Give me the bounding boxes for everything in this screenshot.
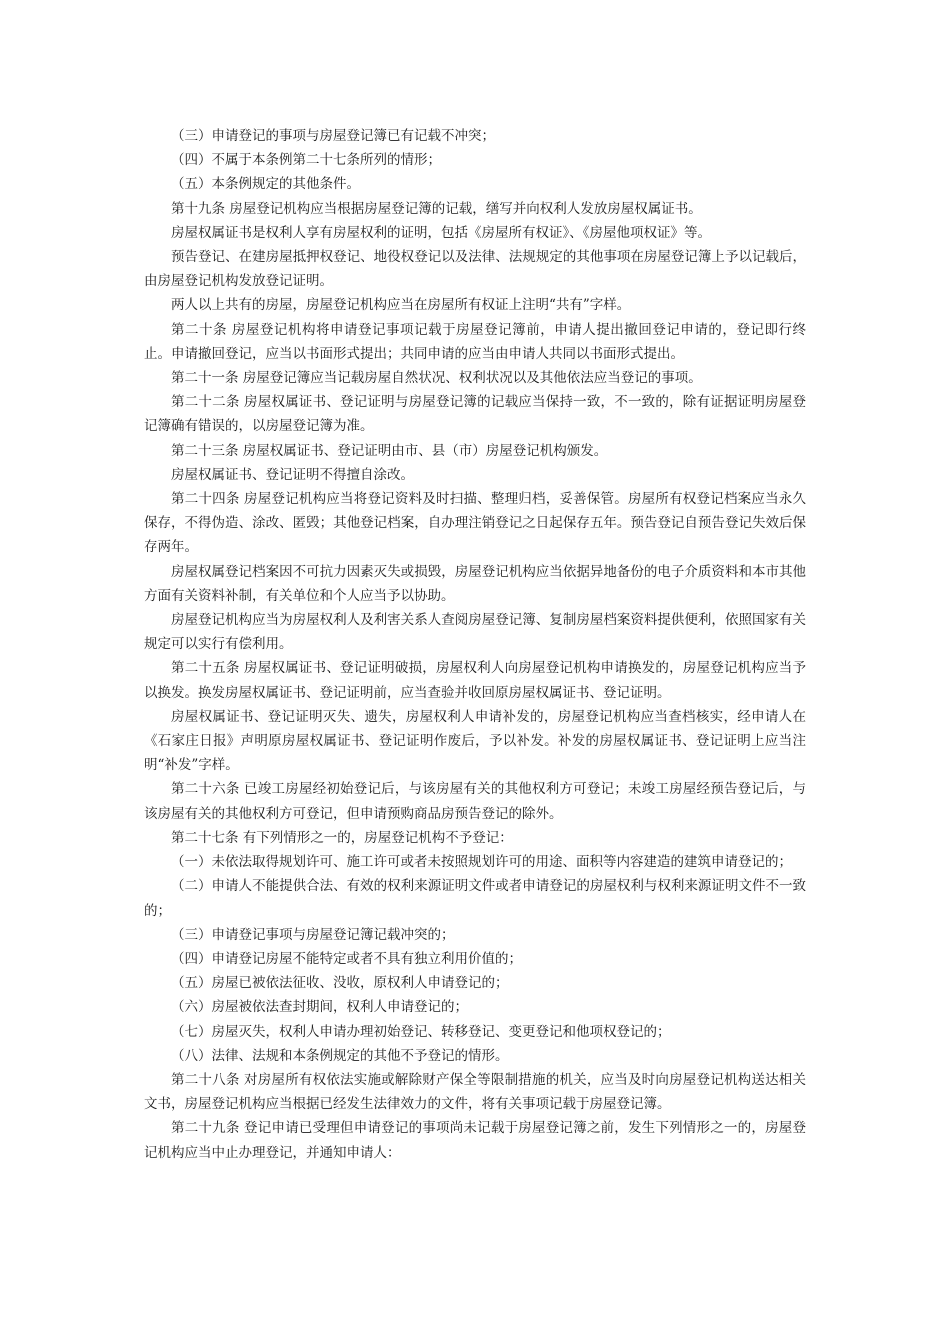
article-26: 第二十六条 已竣工房屋经初始登记后，与该房屋有关的其他权利方可登记；未竣工房屋经预告登记后，与该房屋有关的其他权利方可登记，但申请预购商品房预告登记的除外。 (144, 781, 806, 822)
article-25: 第二十五条 房屋权属证书、登记证明破损，房屋权利人向房屋登记机构申请换发的，房屋登记机构应当予以换发。换发房屋权属证书、登记证明前，应当查验并收回原房屋权属证书、登记证明。 (144, 660, 806, 701)
article-21: 第二十一条 房屋登记簿应当记载房屋自然状况、权利状况以及其他依法应当登记的事项。 (171, 370, 702, 387)
paragraph: （三）申请登记的事项与房屋登记簿已有记载不冲突； (171, 128, 495, 144)
article-29: 第二十九条 登记申请已受理但申请登记的事项尚未记载于房屋登记簿之前，发生下列情形之一的，房屋登记机构应当中止办理登记，并通知申请人： (144, 1120, 806, 1161)
paragraph: （四）不属于本条例第二十七条所列的情形； (171, 152, 441, 169)
list-item: （四）申请登记房屋不能特定或者不具有独立利用价值的； (171, 950, 522, 967)
list-item: （五）房屋已被依法征收、没收，原权利人申请登记的； (171, 975, 509, 992)
list-item: （一）未依法取得规划许可、施工许可或者未按照规划许可的用途、面积等内容建造的建筑申请登记的； (171, 854, 792, 871)
paragraph: 房屋权属证书、登记证明不得擅自涂改。 (171, 466, 414, 483)
paragraph: 预告登记、在建房屋抵押权登记、地役权登记以及法律、法规规定的其他事项在房屋登记簿上予以记载后，由房屋登记机构发放登记证明。 (144, 249, 806, 290)
article-20: 第二十条 房屋登记机构将申请登记事项记载于房屋登记簿前，申请人提出撤回登记申请的，登记即行终止。申请撤回登记，应当以书面形式提出；共同申请的应当由申请人共同以书面形式提出。 (144, 321, 806, 362)
paragraph: （五）本条例规定的其他条件。 (171, 176, 360, 193)
paragraph: 房屋权属登记档案因不可抗力因素灭失或损毁，房屋登记机构应当依据异地备份的电子介质资料和本市其他方面有关资料补制，有关单位和个人应当予以协助。 (144, 563, 806, 604)
article-22: 第二十二条 房屋权属证书、登记证明与房屋登记簿的记载应当保持一致，不一致的，除有证据证明房屋登记簿确有错误的，以房屋登记簿为准。 (144, 394, 806, 435)
paragraph: 房屋权属证书、登记证明灭失、遗失，房屋权利人申请补发的，房屋登记机构应当查档核实，经申请人在《石家庄日报》声明原房屋权属证书、登记证明作废后，予以补发。补发的房屋权属证书、登记证明上应当注明“补发”字样。 (144, 708, 806, 774)
article-27: 第二十七条 有下列情形之一的，房屋登记机构不予登记： (171, 829, 513, 846)
paragraph: 房屋权属证书是权利人享有房屋权利的证明，包括《房屋所有权证》、《房屋他项权证》等。 (171, 224, 711, 241)
paragraph: 两人以上共有的房屋，房屋登记机构应当在房屋所有权证上注明“共有”字样。 (171, 297, 631, 314)
list-item: （六）房屋被依法查封期间，权利人申请登记的； (171, 999, 468, 1016)
list-item: （八）法律、法规和本条例规定的其他不予登记的情形。 (171, 1047, 509, 1064)
article-23: 第二十三条 房屋权属证书、登记证明由市、县（市）房屋登记机构颁发。 (171, 442, 608, 459)
list-item: （三）申请登记事项与房屋登记簿记载冲突的； (171, 926, 455, 943)
paragraph: 房屋登记机构应当为房屋权利人及利害关系人查阅房屋登记簿、复制房屋档案资料提供便利，依照国家有关规定可以实行有偿利用。 (144, 612, 806, 653)
list-item: （七）房屋灭失，权利人申请办理初始登记、转移登记、变更登记和他项权登记的； (171, 1023, 671, 1040)
article-24: 第二十四条 房屋登记机构应当将登记资料及时扫描、整理归档，妥善保管。房屋所有权登记档案应当永久保存，不得伪造、涂改、匿毁；其他登记档案，自办理注销登记之日起保存五年。预告登记自预告登记失效后保存两年。 (144, 491, 806, 556)
article-19: 第十九条 房屋登记机构应当根据房屋登记簿的记载，缮写并向权利人发放房屋权属证书。 (171, 200, 702, 217)
article-28: 第二十八条 对房屋所有权依法实施或解除财产保全等限制措施的机关，应当及时向房屋登记机构送达相关文书，房屋登记机构应当根据已经发生法律效力的文件，将有关事项记载于房屋登记簿。 (144, 1071, 806, 1113)
list-item: （二）申请人不能提供合法、有效的权利来源证明文件或者申请登记的房屋权利与权利来源证明文件不一致的； (144, 878, 806, 919)
document-body (144, 124, 806, 1165)
